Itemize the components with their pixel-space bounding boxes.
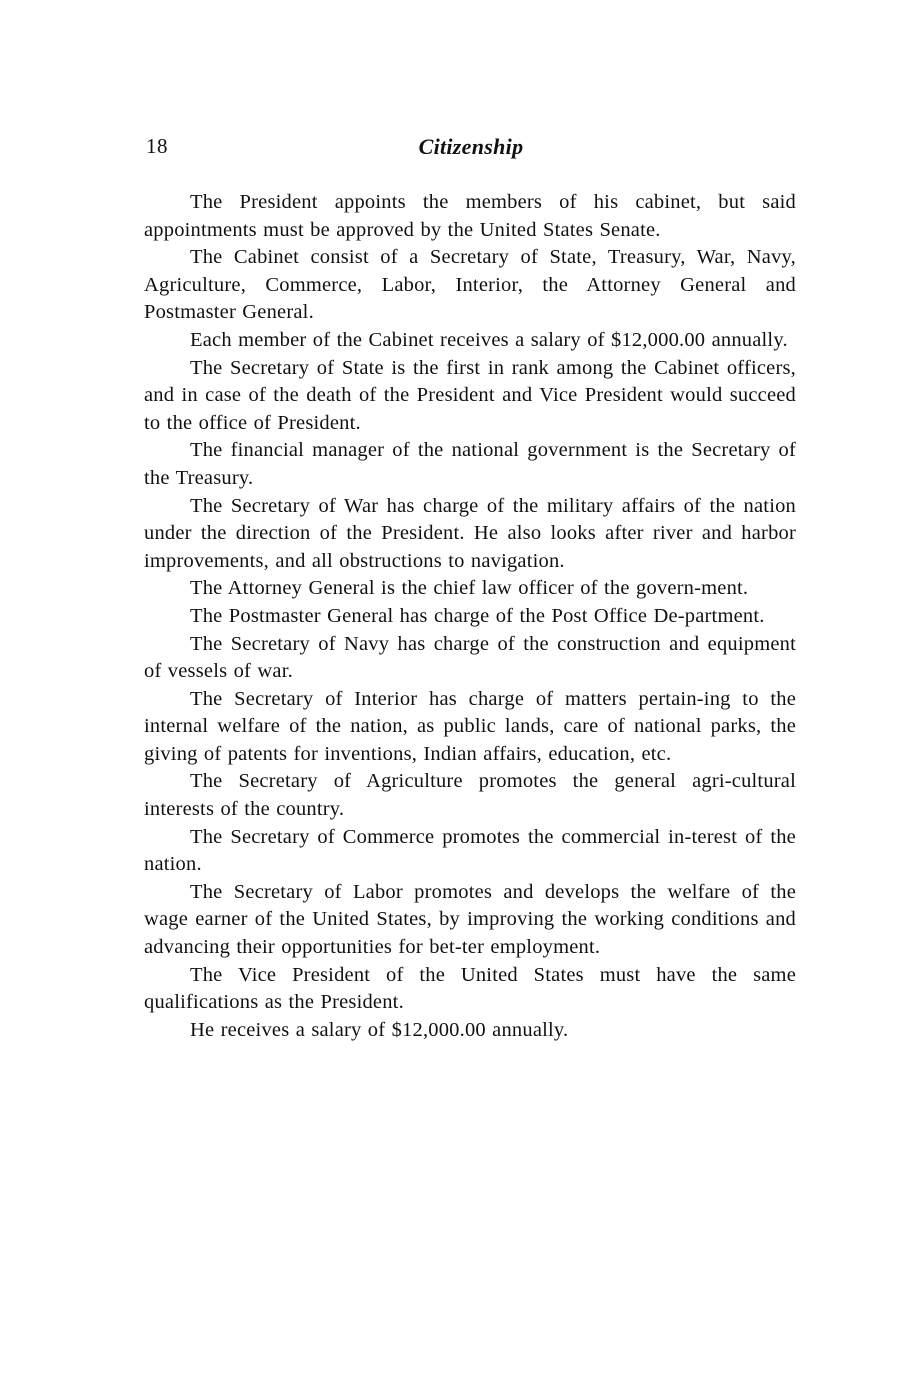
paragraph: The Postmaster General has charge of the Post Office De-partment.: [190, 604, 765, 627]
paragraph: The Secretary of War has charge of the military affairs of the nation under the direction of the President. He also looks after river and harbor improvements, and all obstructions to navigation.: [144, 494, 796, 572]
paragraph: The Secretary of Interior has charge of matters pertain-ing to the internal welfare of the nation, as public lands, care of national parks, the giving of patents for inventions, Indian affairs, education, etc.: [144, 687, 796, 765]
paragraph: The Secretary of Navy has charge of the construction and equipment of vessels of war.: [144, 632, 796, 683]
paragraph: The financial manager of the national government is the Secretary of the Treasury.: [144, 439, 796, 489]
paragraph: The Secretary of State is the first in rank among the Cabinet officers, and in case of the death of the President and Vice President would succeed to the office of President.: [144, 356, 796, 434]
paragraph: He receives a salary of $12,000.00 annually.: [190, 1018, 569, 1041]
body-text: [144, 189, 796, 1044]
paragraph: The Cabinet consist of a Secretary of State, Treasury, War, Navy, Agriculture, Commerce, Labor, Interior, the Attorney General and Postmaster General.: [144, 246, 796, 324]
paragraph: The Vice President of the United States must have the same qualifications as the President.: [144, 963, 796, 1014]
paragraph: The Secretary of Labor promotes and develops the welfare of the wage earner of the United States, by improving the working conditions and advancing their opportunities for bet-ter employment.: [144, 880, 796, 959]
page-number: 18: [146, 134, 168, 158]
paragraph: The Secretary of Agriculture promotes the general agri-cultural interests of the country.: [144, 770, 796, 821]
paragraph: The Attorney General is the chief law officer of the govern-ment.: [190, 577, 749, 600]
page-header: [146, 134, 796, 164]
paragraph: The Secretary of Commerce promotes the commercial in-terest of the nation.: [144, 825, 796, 876]
running-title: Citizenship: [418, 134, 524, 159]
paragraph: The President appoints the members of his cabinet, but said appointments must be approved by the United States Senate.: [144, 191, 796, 241]
paragraph: Each member of the Cabinet receives a salary of $12,000.00 annually.: [190, 328, 788, 351]
